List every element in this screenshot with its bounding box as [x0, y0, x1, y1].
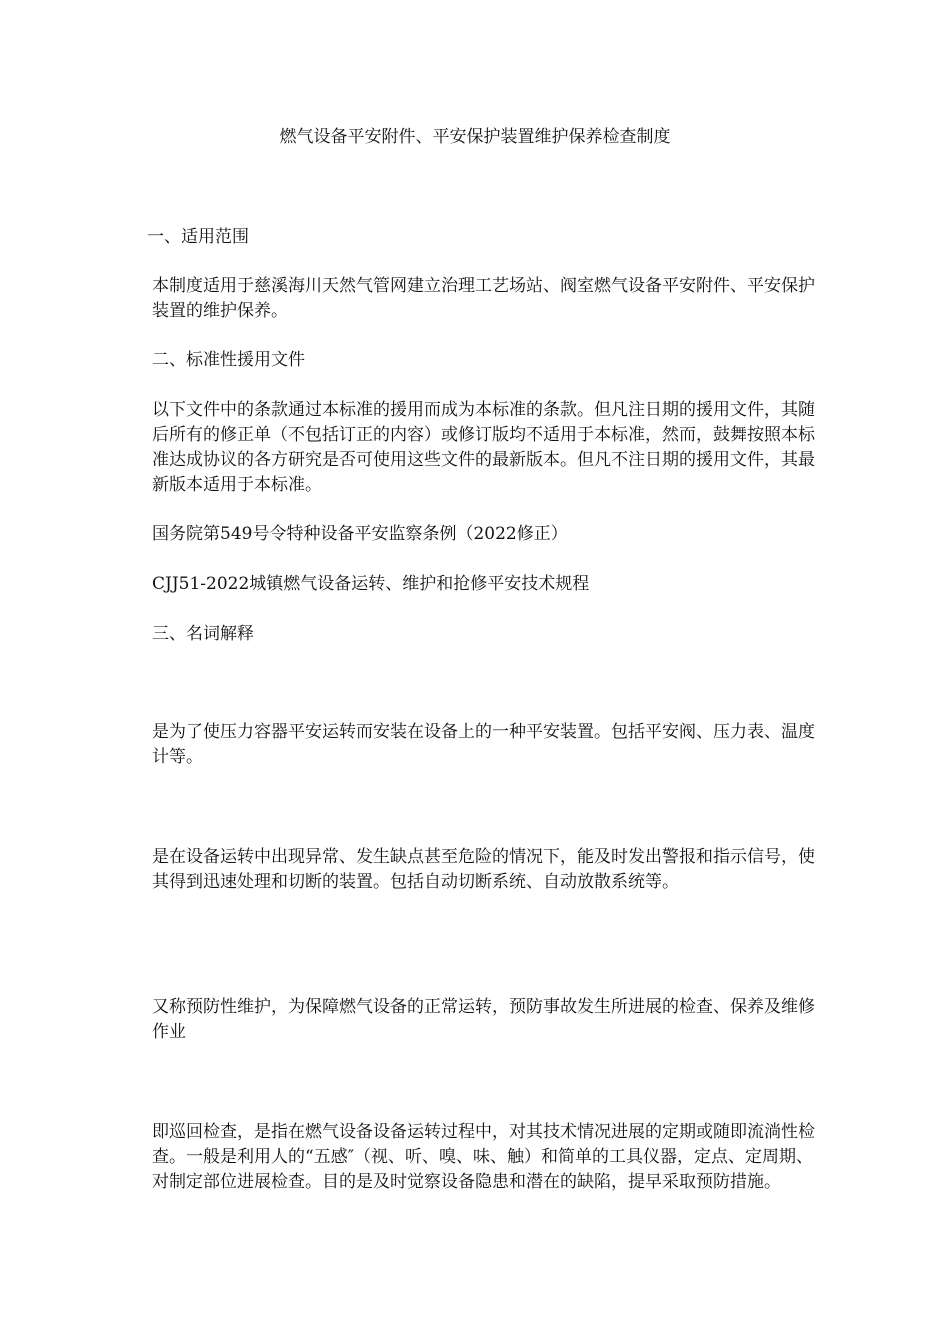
section-heading-scope: 一、适用范围: [147, 227, 249, 247]
document-title: 燃气设备平安附件、平安保护装置维护保养检查制度: [279, 127, 671, 147]
definition-inspection: 即巡回检查，是指在燃气设备设备运转过程中，对其技术情况进展的定期或随即流淌性检查。一般是利用人的“五感″（视、听、嗅、味、触）和简单的工具仪器，定点、定周期、对制定部位进展检查。目的是及时觉察设备隐患和潜在的缺陷，提早采取预防措施。: [152, 1122, 815, 1192]
definition-maintenance: 又称预防性维护，为保障燃气设备的正常运转，预防事故发生所进展的检查、保养及维修作业: [152, 997, 815, 1042]
reference-item-decree: 国务院第549号令特种设备平安监察条例（2022修正）: [152, 524, 568, 544]
paragraph-scope: 本制度适用于慈溪海川天然气管网建立治理工艺场站、阀室燃气设备平安附件、平安保护装置的维护保养。: [152, 276, 815, 321]
definition-protection-device: 是在设备运转中出现异常、发生缺点甚至危险的情况下，能及时发出警报和指示信号，使其得到迅速处理和切断的装置。包括自动切断系统、自动放散系统等。: [152, 847, 815, 892]
definition-safety-accessory: 是为了使压力容器平安运转而安装在设备上的一种平安装置。包括平安阀、压力表、温度计等。: [152, 722, 815, 767]
section-heading-references: 二、标准性援用文件: [152, 350, 305, 370]
paragraph-references: 以下文件中的条款通过本标准的援用而成为本标准的条款。但凡注日期的援用文件，其随后所有的修正单（不包括订正的内容）或修订版均不适用于本标准，然而，鼓舞按照本标准达成协议的各方研究是否可使用这些文件的最新版本。但凡不注日期的援用文件，其最新版本适用于本标准。: [152, 400, 815, 495]
section-heading-definitions: 三、名词解释: [152, 624, 254, 644]
reference-item-cjj51: CJJ51-2022城镇燃气设备运转、维护和抢修平安技术规程: [152, 574, 590, 594]
